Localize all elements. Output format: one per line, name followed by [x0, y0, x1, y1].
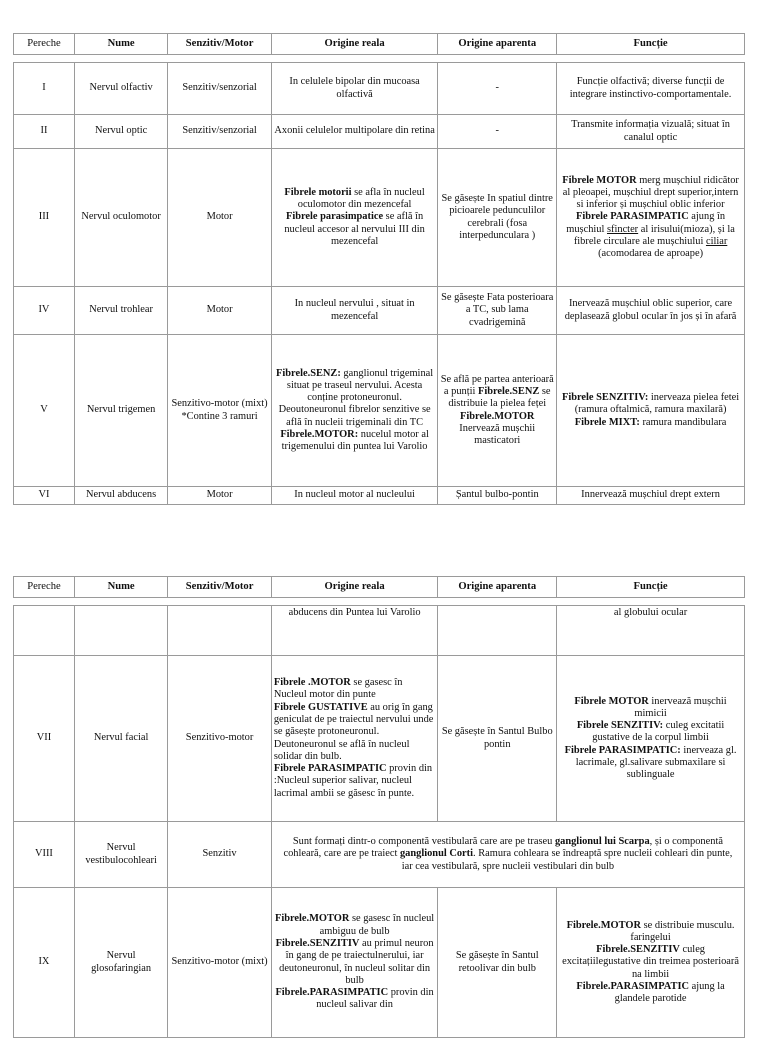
text-span: nucelul motor al trigemenului din puntea lui Varolio — [281, 428, 429, 453]
pair-cell: VIII — [14, 822, 75, 888]
text-span: ajung la glandele parotide — [614, 980, 725, 1005]
type-text: Senzitivo-motor (mixt) — [171, 398, 268, 410]
bold-label: Fibrele parasimpatice — [286, 211, 384, 223]
text-span: inerveaza gl. lacrimale, gl.salivare submaxilare si sublinguale — [575, 744, 737, 781]
text-span: ramura mandibulara — [639, 416, 727, 428]
pair-cell: II — [14, 115, 75, 149]
type-cell: Senzitiv/senzorial — [168, 115, 272, 149]
type-cell — [168, 606, 272, 656]
text-span: au orig în gang geniculat de pe traiectul nervului unde se găsește protoneuronul. Deutoneuronul se află în nucleul solidar din bulb. — [273, 701, 434, 762]
bold-label: Fibrele .MOTOR — [273, 677, 351, 689]
pair-cell: IV — [14, 287, 75, 335]
underlined-term: sfincter — [606, 223, 639, 235]
table-row — [14, 335, 745, 487]
function-cell — [557, 888, 745, 1038]
bold-label: Fibrele.MOTOR: — [280, 428, 359, 440]
text-span: . Ramura cohleara se îndreaptă spre nucleii cohleari din punte, iar cea vestibulară, spre nucleii vestibulari din bulb — [401, 848, 733, 872]
origin-apparent-cell: Se găsește în Santul retoolivar din bulb — [438, 888, 557, 1038]
text-span: Inervează mușchii masticatori — [459, 422, 536, 447]
table-row — [14, 656, 745, 822]
function-cell: Transmite informația vizuală; situat în canalul optic — [557, 115, 745, 149]
name-cell: Nervul trohlear — [74, 287, 167, 335]
text-span: ganglionul trigeminal situat pe traseul nervului. Acesta conține protoneuronul. Deoutoneuronul fibrelor senzitive se află în nucleii trigeminali din TC — [278, 367, 434, 428]
text-span: au primul neuron în gang de pe traiectulnerului, iar deutoneuronul, în nucleul solitar din bulb — [279, 937, 434, 986]
text-span: se află în nucleul accesor al nervului III din mezencefal — [284, 211, 425, 247]
origin-real-cell: In nucleul motor al nucleului — [271, 487, 438, 505]
bold-label: Fibrele.MOTOR — [460, 410, 535, 422]
text-span: , și o componentă cohleară, care are pe traiect — [283, 836, 723, 860]
origin-real-cell — [271, 888, 438, 1038]
text-span: (acomodarea de aproape) — [598, 248, 704, 260]
text-span: culeg excitatii gustative de la corpul limbii — [592, 720, 725, 744]
type-cell: Senzitiv — [168, 822, 272, 888]
text-span: inervează mușchii mimicii — [634, 695, 727, 719]
table1-body — [13, 62, 745, 505]
text-span: provin din :Nucleul superior salivar, nucleul lacrimal ambii se găsesc în punte. — [273, 763, 433, 799]
header-origin-real: Origine reala — [271, 34, 438, 55]
bold-label: Fibrele MOTOR — [562, 174, 637, 186]
merged-description-cell — [271, 822, 744, 888]
bold-label: Fibrele SENZITIV: — [561, 392, 649, 404]
bold-label: ganglionul lui Scarpa — [554, 836, 650, 848]
header-name: Nume — [74, 34, 167, 55]
bold-label: Fibrele.PARASIMPATIC — [275, 987, 389, 999]
function-cell: Funcție olfactivă; diverse funcții de integrare instinctivo-comportamentale. — [557, 63, 745, 115]
bold-label: Fibrele SENZITIV: — [576, 720, 664, 732]
origin-real-cell: abducens din Puntea lui Varolio — [271, 606, 438, 656]
text-span: provin din nucleul salivar din — [316, 987, 434, 1011]
name-cell: Nervul trigemen — [74, 335, 167, 487]
origin-apparent-cell — [438, 335, 557, 487]
type-cell: Senzitivo-motor (mixt) — [168, 888, 272, 1038]
type-cell: Motor — [168, 149, 272, 287]
bold-label: Fibrele.SENZ — [477, 385, 540, 397]
text-span: merg mușchiul ridicător al pleoapei, mușchiul drept superior,intern si inferior și mușchiul oblic inferior — [562, 174, 739, 211]
table-row — [14, 149, 745, 287]
text-span: se distribuie la pielea feței — [448, 385, 551, 410]
pair-cell — [14, 606, 75, 656]
pair-cell: I — [14, 63, 75, 115]
text-span: Sunt formați dintr-o componentă vestibulară care are pe traseu — [292, 836, 555, 848]
text-span: inerveaza pielea fetei (ramura oftalmică, ramura maxilară) — [574, 392, 740, 416]
function-cell — [557, 149, 745, 287]
underlined-term: ciliar — [705, 235, 728, 247]
pair-cell: VII — [14, 656, 75, 822]
bold-label: Fibrele PARASIMPATIC: — [564, 744, 681, 756]
table-row — [14, 115, 745, 149]
table-row — [14, 888, 745, 1038]
name-cell — [74, 606, 167, 656]
bold-label: Fibrele.MOTOR — [274, 913, 350, 925]
name-cell: Nervul abducens — [74, 487, 167, 505]
pair-cell: IX — [14, 888, 75, 1038]
table-row — [14, 487, 745, 505]
header-pair: Pereche — [14, 577, 75, 598]
header-type: Senzitiv/Motor — [168, 34, 272, 55]
pair-cell: VI — [14, 487, 75, 505]
origin-apparent-cell: - — [438, 63, 557, 115]
bold-label: Fibrele MOTOR — [574, 695, 649, 707]
bold-label: Fibrele MIXT: — [574, 416, 640, 428]
type-cell: Motor — [168, 487, 272, 505]
origin-apparent-cell: Șantul bulbo-pontin — [438, 487, 557, 505]
table2-body — [13, 605, 745, 1038]
text-span: se afla în nucleul oculomotor din mezencefal — [297, 186, 425, 211]
bold-label: Fibrele.SENZ: — [276, 367, 341, 379]
origin-real-cell: Axonii celulelor multipolare din retina — [271, 115, 438, 149]
name-cell: Nervul olfactiv — [74, 63, 167, 115]
text-span: ajung în mușchiul — [566, 211, 726, 235]
text-span: Se află pe partea anterioară a punții — [440, 373, 554, 397]
function-cell: al globului ocular — [557, 606, 745, 656]
type-cell: Senzitivo-motor — [168, 656, 272, 822]
function-cell: Inervează mușchiul oblic superior, care deplasează globul ocular în jos și în afară — [557, 287, 745, 335]
pair-cell: V — [14, 335, 75, 487]
name-cell: Nervul optic — [74, 115, 167, 149]
origin-apparent-cell: Se găsește Fata posterioara a TC, sub lama cvadrigemină — [438, 287, 557, 335]
origin-real-cell — [271, 335, 438, 487]
bold-label: Fibrele.SENZITIV — [275, 937, 360, 949]
type-cell — [168, 335, 272, 487]
text-span: se distribuie musculu. faringelui — [630, 919, 735, 943]
name-cell: Nervul facial — [74, 656, 167, 822]
name-cell: Nervul vestibulocohleari — [74, 822, 167, 888]
table-row — [14, 822, 745, 888]
header-row — [14, 34, 745, 55]
type-note: *Contine 3 ramuri — [181, 410, 258, 422]
text-span: al irisului(mioza), și la fibrele circulare ale mușchiului — [573, 223, 735, 247]
text-span: culeg excitațiilegustative din treimea posterioară na limbii — [562, 944, 739, 980]
table-row — [14, 606, 745, 656]
text-span: se gasesc în nucleul ambiguu de bulb — [319, 913, 435, 937]
function-cell — [557, 335, 745, 487]
origin-real-cell: In celulele bipolar din mucoasa olfactivă — [271, 63, 438, 115]
type-cell: Motor — [168, 287, 272, 335]
header-pair: Pereche — [14, 34, 75, 55]
origin-apparent-cell: Se găsește In spatiul dintre picioarele pedunculilor cerebrali (fosa interpedunculara ) — [438, 149, 557, 287]
pair-cell: III — [14, 149, 75, 287]
bold-label: Fibrele GUSTATIVE — [273, 701, 368, 713]
function-cell: Innervează mușchiul drept extern — [557, 487, 745, 505]
header-origin-apparent: Origine aparenta — [438, 34, 557, 55]
header-origin-apparent: Origine aparenta — [438, 577, 557, 598]
bold-label: ganglionul Corti — [399, 848, 474, 860]
name-cell: Nervul oculomotor — [74, 149, 167, 287]
origin-real-cell — [271, 656, 438, 822]
text-span: se gasesc în Nucleul motor din punte — [273, 677, 403, 701]
header-type: Senzitiv/Motor — [168, 577, 272, 598]
header-name: Nume — [74, 577, 167, 598]
table2-header — [13, 576, 745, 598]
bold-label: Fibrele.SENZITIV — [596, 944, 680, 956]
table-row — [14, 287, 745, 335]
table-row — [14, 63, 745, 115]
name-cell: Nervul glosofaringian — [74, 888, 167, 1038]
origin-apparent-cell — [438, 606, 557, 656]
header-function: Funcție — [557, 577, 745, 598]
type-cell: Senzitiv/senzorial — [168, 63, 272, 115]
bold-label: Fibrele PARASIMPATIC — [273, 763, 387, 775]
header-function: Funcție — [557, 34, 745, 55]
origin-real-cell — [271, 149, 438, 287]
origin-apparent-cell: Se găsește în Santul Bulbo pontin — [438, 656, 557, 822]
origin-apparent-cell: - — [438, 115, 557, 149]
bold-label: Fibrele.PARASIMPATIC — [576, 980, 689, 992]
origin-real-cell: In nucleul nervului , situat in mezencefal — [271, 287, 438, 335]
header-row — [14, 577, 745, 598]
bold-label: Fibrele.MOTOR — [566, 919, 641, 931]
bold-label: Fibrele PARASIMPATIC — [576, 211, 689, 223]
function-cell — [557, 656, 745, 822]
table1-header — [13, 33, 745, 55]
header-origin-real: Origine reala — [271, 577, 438, 598]
bold-label: Fibrele motorii — [284, 186, 352, 198]
